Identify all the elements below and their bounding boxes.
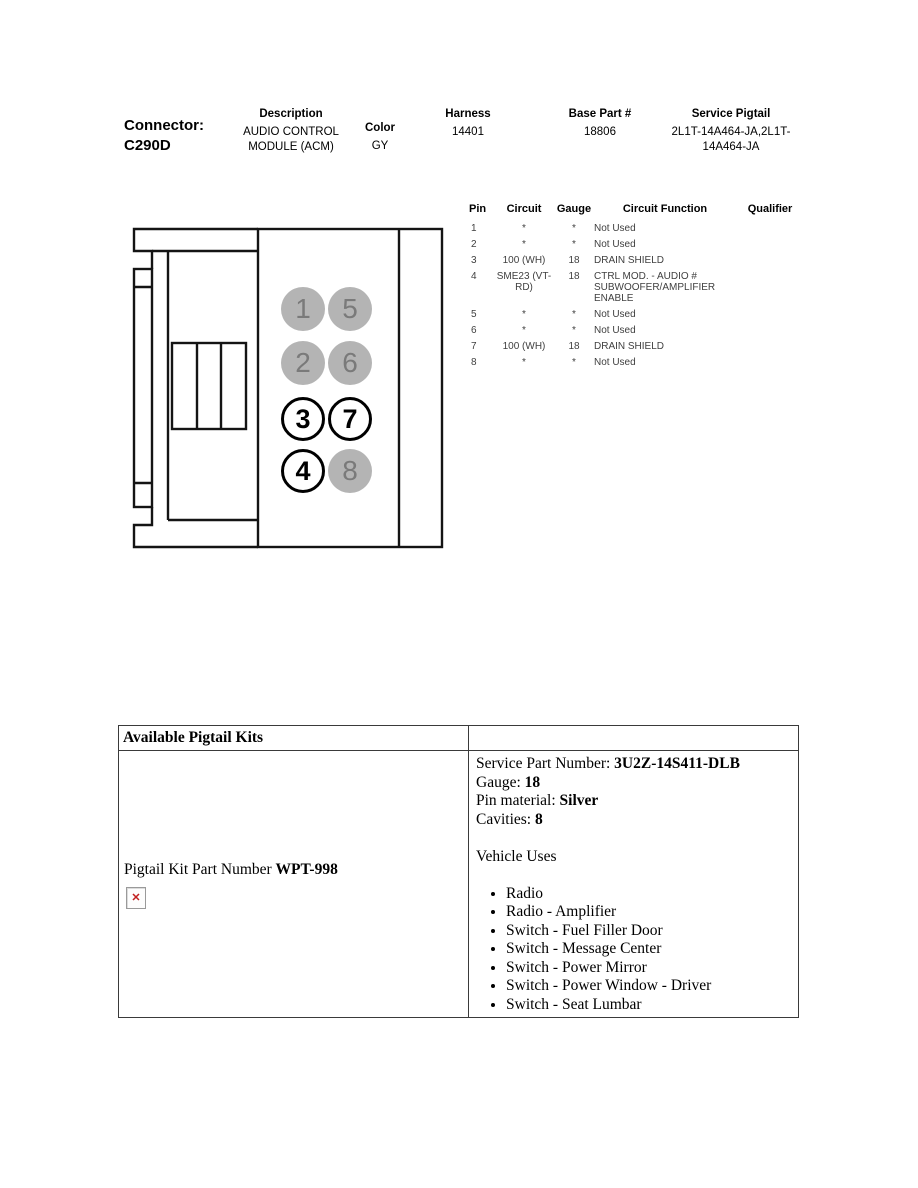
pin-cavity-5: 5 bbox=[328, 287, 372, 331]
vehicle-use-item: • Switch - Power Window - Driver bbox=[506, 977, 791, 996]
detail-cavities bbox=[476, 811, 791, 830]
pin-table-row bbox=[466, 236, 802, 252]
detail-label: Service Part Number: bbox=[476, 755, 611, 772]
pin-cavity-6: 6 bbox=[328, 341, 372, 385]
pin-table-row bbox=[466, 252, 802, 268]
field-base-part-value: 18806 bbox=[584, 126, 616, 138]
qualifier-cell bbox=[738, 268, 802, 306]
qualifier-cell bbox=[738, 220, 802, 236]
field-service-pigtail bbox=[669, 107, 793, 155]
pigtail-kits-table bbox=[118, 725, 799, 1018]
field-harness-label: Harness bbox=[445, 108, 491, 120]
pigtail-kits-title-spacer bbox=[469, 726, 798, 751]
gauge-cell: * bbox=[572, 356, 576, 368]
gauge-cell: 18 bbox=[568, 340, 580, 352]
gauge-cell: * bbox=[572, 222, 576, 234]
vehicle-use-item: • Switch - Seat Lumbar bbox=[506, 996, 791, 1015]
field-service-pigtail-value: 2L1T-14A464-JA,2L1T-14A464-JA bbox=[671, 126, 791, 153]
vehicle-use-item: • Switch - Fuel Filler Door bbox=[506, 922, 791, 941]
detail-value: 3U2Z-14S411-DLB bbox=[614, 755, 740, 772]
pin-table-row bbox=[466, 338, 802, 354]
circuit-header: Circuit bbox=[506, 203, 542, 215]
vehicle-uses-title: Vehicle Uses bbox=[476, 848, 557, 865]
pin-cell: 7 bbox=[471, 340, 477, 352]
broken-image-x-glyph: ✕ bbox=[131, 892, 141, 904]
pin-cavity-2: 2 bbox=[281, 341, 325, 385]
circuit-cell: 100 (WH) bbox=[502, 340, 546, 352]
function-cell: CTRL MOD. - AUDIO # SUBWOOFER/AMPLIFIER ENABLE bbox=[594, 270, 716, 304]
pin-header: Pin bbox=[469, 203, 487, 215]
qualifier-cell bbox=[738, 252, 802, 268]
pin-cavity-1: 1 bbox=[281, 287, 325, 331]
qualifier-cell bbox=[738, 354, 802, 370]
qualifier-cell bbox=[738, 236, 802, 252]
pin-table-row bbox=[466, 322, 802, 338]
detail-label: Gauge: bbox=[476, 773, 521, 791]
pin-cell: 4 bbox=[471, 270, 477, 282]
connector-id: C290D bbox=[124, 137, 171, 154]
connector-label: Connector: bbox=[124, 117, 204, 134]
pigtail-kit-cell bbox=[119, 751, 469, 1018]
function-cell: Not Used bbox=[594, 356, 636, 368]
pin-table-row bbox=[466, 306, 802, 322]
qualifier-cell bbox=[738, 322, 802, 338]
pin-table-row bbox=[466, 354, 802, 370]
detail-label: Pin material: bbox=[476, 792, 556, 809]
pin-cavity-7: 7 bbox=[328, 397, 372, 441]
gauge-cell: 18 bbox=[568, 270, 580, 282]
qualifier-header: Qualifier bbox=[747, 203, 793, 215]
circuit-cell: * bbox=[522, 324, 526, 336]
pigtail-kit-label: Pigtail Kit Part Number bbox=[124, 860, 272, 878]
gauge-cell: * bbox=[572, 324, 576, 336]
detail-gauge bbox=[476, 774, 791, 793]
qualifier-cell bbox=[738, 338, 802, 354]
circuit-cell: SME23 (VT-RD) bbox=[496, 270, 552, 293]
function-header: Circuit Function bbox=[622, 203, 708, 215]
function-cell: DRAIN SHIELD bbox=[594, 254, 665, 266]
circuit-cell: * bbox=[522, 222, 526, 234]
pin-cell: 6 bbox=[471, 324, 477, 336]
pin-table-header bbox=[466, 203, 802, 215]
field-description bbox=[231, 107, 351, 155]
gauge-cell: * bbox=[572, 238, 576, 250]
pin-cell: 3 bbox=[471, 254, 477, 266]
pin-table bbox=[466, 203, 802, 370]
pin-table-row bbox=[466, 268, 802, 306]
field-description-value: AUDIO CONTROL MODULE (ACM) bbox=[243, 126, 339, 153]
pigtail-kit-number: WPT-998 bbox=[275, 860, 338, 878]
function-cell: Not Used bbox=[594, 308, 636, 320]
field-base-part bbox=[552, 107, 648, 140]
circuit-cell: * bbox=[522, 308, 526, 320]
pigtail-kits-title: Available Pigtail Kits bbox=[119, 726, 469, 751]
vehicle-use-item: • Radio - Amplifier bbox=[506, 903, 791, 922]
pin-cavity-4: 4 bbox=[281, 449, 325, 493]
connector-outline-drawing bbox=[128, 225, 448, 551]
function-cell: DRAIN SHIELD bbox=[594, 340, 665, 352]
gauge-cell: * bbox=[572, 308, 576, 320]
field-service-pigtail-label: Service Pigtail bbox=[691, 108, 771, 120]
gauge-header: Gauge bbox=[556, 203, 592, 215]
function-cell: Not Used bbox=[594, 238, 636, 250]
field-harness-value: 14401 bbox=[452, 126, 484, 138]
broken-image-icon bbox=[126, 887, 146, 909]
pin-cell: 5 bbox=[471, 308, 477, 320]
function-cell: Not Used bbox=[594, 222, 636, 234]
pin-cell: 1 bbox=[471, 222, 477, 234]
vehicle-uses-list bbox=[476, 885, 791, 1015]
pigtail-kit-part-line bbox=[124, 861, 338, 879]
detail-value: Silver bbox=[559, 792, 599, 809]
field-color bbox=[352, 121, 408, 154]
detail-service-part-number bbox=[476, 755, 791, 774]
field-harness bbox=[426, 107, 510, 140]
function-cell: Not Used bbox=[594, 324, 636, 336]
connector-diagram bbox=[128, 225, 448, 551]
detail-label: Cavities: bbox=[476, 810, 532, 828]
pin-cell: 2 bbox=[471, 238, 477, 250]
pin-cell: 8 bbox=[471, 356, 477, 368]
circuit-cell: 100 (WH) bbox=[502, 254, 546, 266]
field-description-label: Description bbox=[259, 108, 323, 120]
vehicle-use-item: • Radio bbox=[506, 885, 791, 904]
detail-pin-material bbox=[476, 792, 791, 811]
detail-value: 18 bbox=[524, 773, 541, 791]
gauge-cell: 18 bbox=[568, 254, 580, 266]
qualifier-cell bbox=[738, 306, 802, 322]
field-base-part-label: Base Part # bbox=[568, 108, 632, 120]
field-color-label: Color bbox=[364, 122, 396, 134]
pigtail-kit-details-cell bbox=[469, 751, 798, 1018]
pin-table-row bbox=[466, 220, 802, 236]
circuit-cell: * bbox=[522, 238, 526, 250]
field-color-value: GY bbox=[371, 140, 389, 152]
connector-title bbox=[124, 116, 204, 156]
pin-cavity-8: 8 bbox=[328, 449, 372, 493]
vehicle-use-item: • Switch - Message Center bbox=[506, 940, 791, 959]
detail-value: 8 bbox=[534, 810, 543, 828]
circuit-cell: * bbox=[522, 356, 526, 368]
vehicle-use-item: • Switch - Power Mirror bbox=[506, 959, 791, 978]
pin-cavity-3: 3 bbox=[281, 397, 325, 441]
